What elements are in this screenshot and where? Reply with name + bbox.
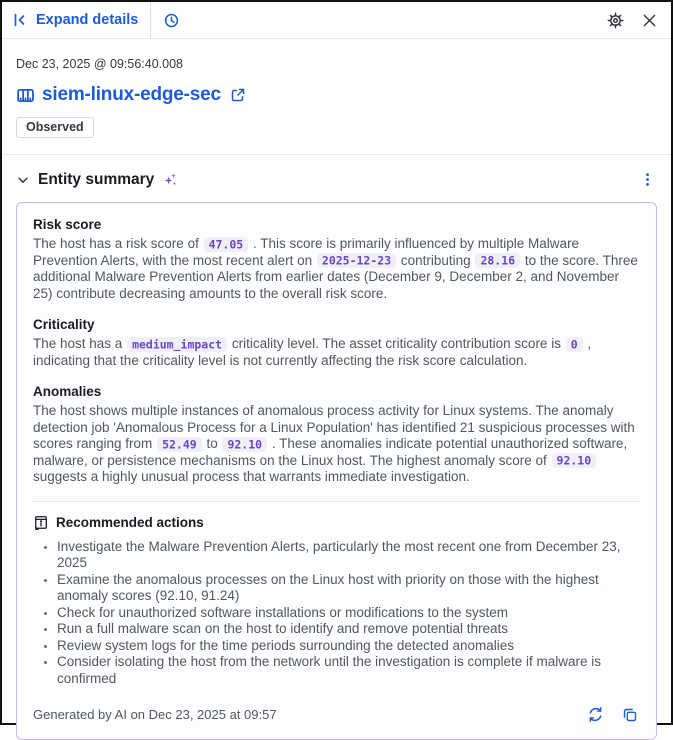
horizontal-divider bbox=[2, 154, 671, 155]
entity-summary-panel bbox=[16, 202, 657, 740]
code-value: 2025-12-23 bbox=[317, 253, 396, 268]
text-segment: criticality level. The asset criticality contribution score is bbox=[228, 336, 565, 351]
summary-section-text bbox=[33, 403, 640, 486]
summary-section-heading: Anomalies bbox=[33, 384, 102, 399]
code-value: 47.05 bbox=[204, 237, 249, 252]
text-segment: The host shows multiple instances of anomalous process activity for Linux systems. The anomaly detection job 'Anomalous Process for a Linux Population' has identified 21 suspicious processes with scores ranging from bbox=[33, 403, 635, 451]
host-storage-icon bbox=[16, 86, 35, 105]
recommended-actions-title: Recommended actions bbox=[56, 515, 204, 530]
text-segment: contributing bbox=[397, 252, 475, 268]
code-value: 0 bbox=[566, 337, 583, 352]
panel-divider bbox=[33, 501, 640, 502]
summary-section-heading: Risk score bbox=[33, 217, 102, 232]
history-clock-icon[interactable] bbox=[161, 10, 182, 31]
code-value: 28.16 bbox=[475, 253, 520, 268]
documentation-icon bbox=[33, 515, 49, 531]
gear-icon[interactable] bbox=[605, 10, 626, 31]
recommended-action-item: • Run a full malware scan on the host to identify and remove potential threats bbox=[57, 621, 640, 638]
summary-section-text bbox=[33, 236, 640, 302]
code-value: medium_impact bbox=[127, 337, 227, 352]
close-icon[interactable] bbox=[640, 11, 659, 30]
entity-summary-toggle[interactable] bbox=[16, 171, 179, 189]
recommended-action-item: • Check for unauthorized software installations or modifications to the system bbox=[57, 605, 640, 622]
copy-icon[interactable] bbox=[620, 705, 640, 725]
summary-section bbox=[33, 384, 640, 486]
text-segment: suggests a highly unusual process that warrants immediate investigation. bbox=[33, 469, 470, 484]
recommended-actions-list bbox=[33, 539, 640, 688]
text-segment: The host has a bbox=[33, 336, 127, 351]
summary-section-text bbox=[33, 336, 640, 369]
code-value: 92.10 bbox=[222, 437, 267, 452]
code-value: 92.10 bbox=[552, 453, 597, 468]
summary-section-heading: Criticality bbox=[33, 317, 95, 332]
header-divider bbox=[150, 2, 151, 39]
regenerate-icon[interactable] bbox=[585, 704, 606, 725]
generated-by-ai-text: Generated by AI on Dec 23, 2025 at 09:57 bbox=[33, 707, 277, 722]
expand-details-button[interactable] bbox=[12, 12, 138, 28]
text-segment: . This score is primarily influenced by multiple Malware Prevention Alerts, with the most recent alert on bbox=[33, 236, 580, 268]
entity-name-link[interactable]: siem-linux-edge-sec bbox=[42, 84, 221, 105]
open-entity-popout-icon[interactable] bbox=[228, 85, 248, 105]
entity-summary-title: Entity summary bbox=[38, 170, 155, 188]
collapse-left-icon bbox=[12, 12, 28, 28]
recommended-action-item: • Consider isolating the host from the network until the investigation is complete if malware is confirmed bbox=[57, 654, 640, 687]
summary-sections bbox=[33, 217, 640, 486]
summary-section bbox=[33, 317, 640, 369]
text-segment: to bbox=[202, 436, 222, 451]
flyout-body bbox=[2, 39, 671, 740]
summary-section bbox=[33, 217, 640, 302]
kebab-menu-icon[interactable] bbox=[638, 170, 657, 189]
expand-details-label: Expand details bbox=[36, 12, 139, 28]
recommended-action-item: • Review system logs for the time periods surrounding the detected anomalies bbox=[57, 638, 640, 655]
event-timestamp: Dec 23, 2025 @ 09:56:40.008 bbox=[16, 57, 183, 71]
text-segment: . These anomalies indicate potential unauthorized software, malware, or persistence mechanisms on the Linux host. The highest anomaly score of bbox=[33, 436, 628, 468]
text-segment: to the score. Three additional Malware Prevention Alerts from earlier dates (December 9, December 2, and November 25) contribute decreasing amounts to the overall risk score. bbox=[33, 252, 638, 301]
flyout-header bbox=[2, 2, 671, 39]
text-segment: , indicating that the criticality level is not currently affecting the risk score calculation. bbox=[33, 336, 592, 368]
observed-status-badge: Observed bbox=[16, 117, 94, 138]
recommended-action-item: • Examine the anomalous processes on the Linux host with priority on those with the highest anomaly scores (92.10, 91.24) bbox=[57, 572, 640, 605]
ai-sparkles-icon bbox=[162, 171, 179, 188]
code-value: 52.49 bbox=[157, 437, 202, 452]
chevron-down-icon bbox=[16, 173, 30, 187]
text-segment: The host has a risk score of bbox=[33, 236, 203, 251]
recommended-action-item: • Investigate the Malware Prevention Alerts, particularly the most recent one from December 23, 2025 bbox=[57, 539, 640, 572]
